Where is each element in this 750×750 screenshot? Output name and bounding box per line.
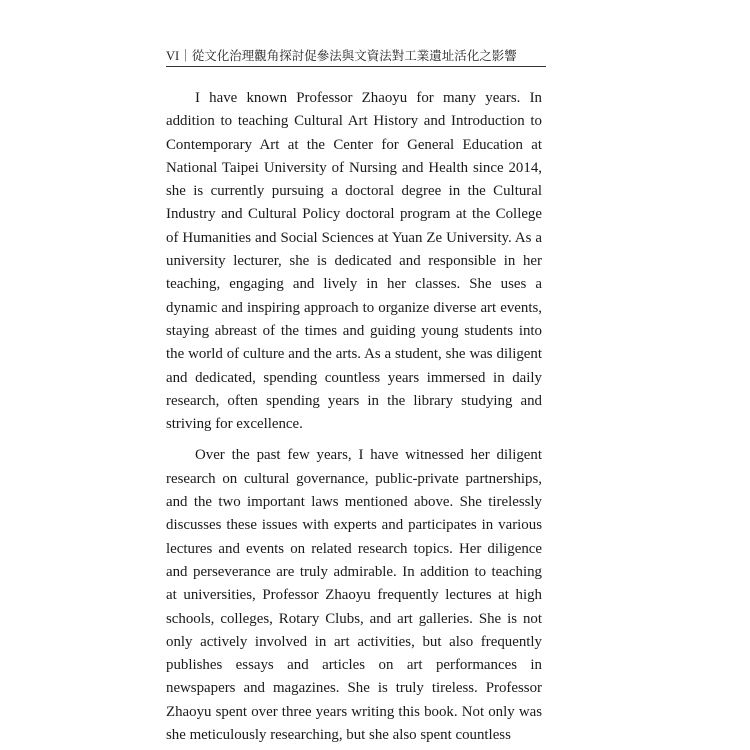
- running-header: VI｜從文化治理觀角探討促參法與文資法對工業遺址活化之影響: [166, 49, 517, 63]
- body-text: [166, 87, 542, 747]
- paragraph: Over the past few years, I have witnessed her diligent research on cultural governance, public-private partnerships, and the two important laws mentioned above. She tirelessly discusses these issues with experts and participates in various lectures and events on related research topics. Her diligence and perseverance are truly admirable. In addition to teaching at universities, Professor Zhaoyu frequently lectures at high schools, colleges, Rotary Clubs, and art galleries. She is not only actively involved in art activities, but also frequently publishes essays and articles on art performances in newspapers and magazines. She is truly tireless. Professor Zhaoyu spent over three years writing this book. Not only was she meticulously researching, but she also spent countless: [166, 447, 542, 744]
- header-divider: [166, 66, 546, 67]
- paragraph: I have known Professor Zhaoyu for many years. In addition to teaching Cultural Art History and Introduction to Contemporary Art at the Center for General Education at National Taipei University of Nursing and Health since 2014, she is currently pursuing a doctoral degree in the Cultural Industry and Cultural Policy doctoral program at the College of Humanities and Social Sciences at Yuan Ze University. As a university lecturer, she is dedicated and responsible in her teaching, engaging and lively in her classes. She uses a dynamic and inspiring approach to organize diverse art events, staying abreast of the times and guiding young students into the world of culture and the arts. As a student, she was diligent and dedicated, spending countless years immersed in daily research, often spending years in the library studying and striving for excellence.: [166, 90, 542, 433]
